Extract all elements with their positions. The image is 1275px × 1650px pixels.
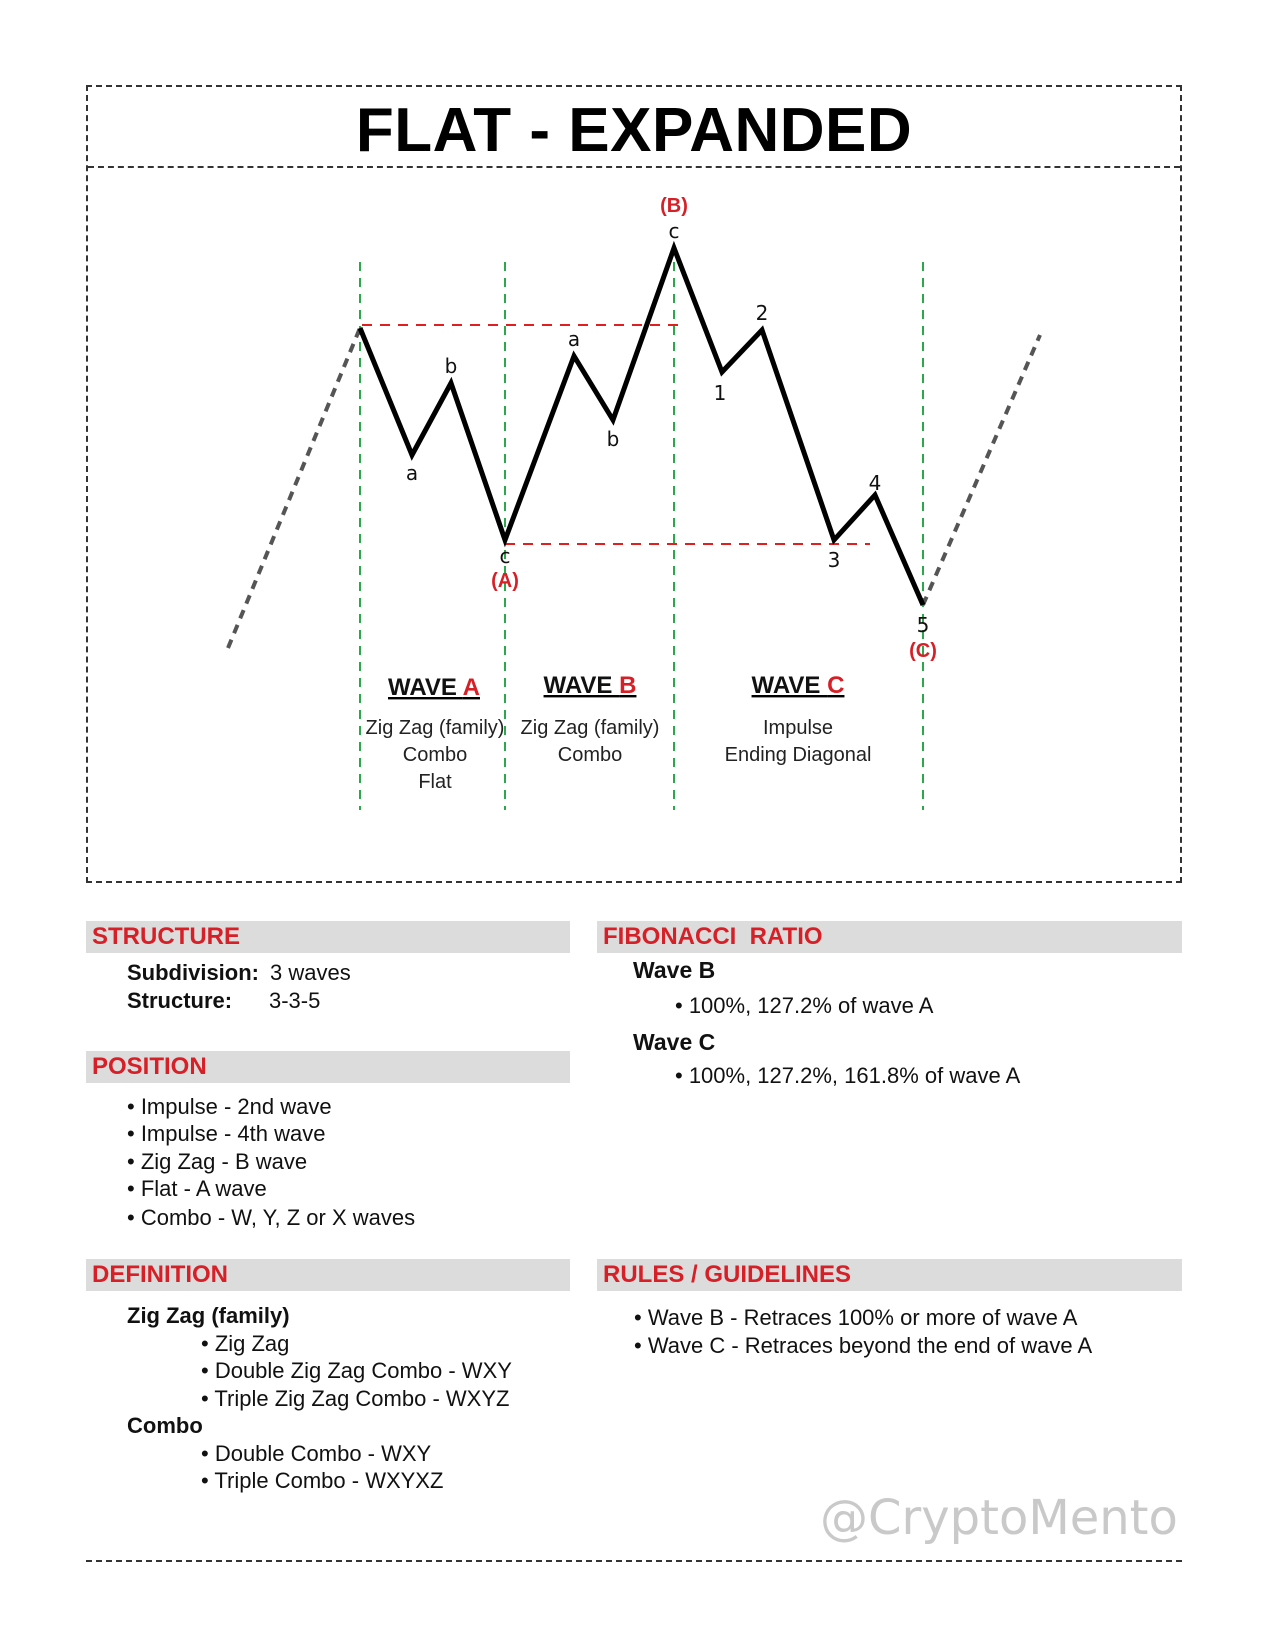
lead-in-line [228,328,360,648]
fibonacci-wave-c-item: • 100%, 127.2%, 161.8% of wave A [675,1063,1021,1088]
label-a1: a [405,461,419,485]
definition-combo-heading: Combo [127,1413,203,1438]
fibonacci-wave-c-heading: Wave C [633,1029,716,1055]
rules-item: • Wave B - Retraces 100% or more of wave A [634,1305,1078,1330]
marker-c: (C) [909,640,937,662]
label-c2: c [668,219,680,243]
label-5: 5 [916,613,930,637]
rules-item: • Wave C - Retraces beyond the end of wave A [634,1333,1093,1358]
definition-zigzag-item: • Double Zig Zag Combo - WXY [201,1358,512,1383]
marker-b: (B) [660,195,688,217]
rules-header: RULES / GUIDELINES [597,1259,1182,1291]
label-a2: a [567,327,581,351]
bottom-divider [86,1560,1182,1562]
wave-a-line-1: Zig Zag (family) [365,717,505,739]
position-item: • Zig Zag - B wave [127,1149,308,1174]
label-b1: b [444,354,458,378]
page-title: FLAT - EXPANDED [355,96,913,165]
definition-zigzag-item: • Triple Zig Zag Combo - WXYZ [201,1386,510,1411]
fibonacci-wave-b-heading: Wave B [633,957,716,983]
definition-header: DEFINITION [86,1259,570,1291]
wave-a-line-2: Combo [402,744,468,766]
structure-value: 3-3-5 [269,988,321,1013]
wave-c-line-1: Impulse [762,717,834,739]
position-item: • Flat - A wave [127,1176,267,1201]
subdivision-value: 3 waves [270,960,351,985]
lead-out-line [923,335,1040,605]
label-1: 1 [713,381,727,405]
position-item: • Impulse - 2nd wave [127,1094,332,1119]
structure-header: STRUCTURE [86,921,570,953]
definition-zigzag-item: • Zig Zag [201,1331,290,1356]
fibonacci-wave-b-item: • 100%, 127.2% of wave A [675,993,934,1018]
label-c1: c [499,544,511,568]
definition-combo-item: • Double Combo - WXY [201,1441,432,1466]
label-3: 3 [827,548,841,572]
wave-b-line-1: Zig Zag (family) [520,717,660,739]
wave-b-line-2: Combo [557,744,623,766]
position-item: • Impulse - 4th wave [127,1121,326,1146]
subdivision-label: Subdivision: [127,960,259,985]
position-header: POSITION [86,1051,570,1083]
wave-c-heading: WAVE C [751,672,845,699]
label-4: 4 [868,471,882,495]
marker-a: (A) [491,570,519,592]
definition-combo-item: • Triple Combo - WXYXZ [201,1468,444,1493]
wave-b-heading: WAVE B [543,672,637,699]
watermark: @CryptoMento [820,1490,1178,1546]
label-2: 2 [755,301,769,325]
definition-zigzag-heading: Zig Zag (family) [127,1303,290,1328]
position-item: • Combo - W, Y, Z or X waves [127,1205,416,1230]
structure-label: Structure: [127,988,233,1013]
wave-a-heading: WAVE A [387,674,481,701]
label-b2: b [606,427,620,451]
fibonacci-header: FIBONACCI RATIO [597,921,1182,953]
wave-c-line-2: Ending Diagonal [724,744,872,766]
wave-a-line-3: Flat [418,771,452,793]
